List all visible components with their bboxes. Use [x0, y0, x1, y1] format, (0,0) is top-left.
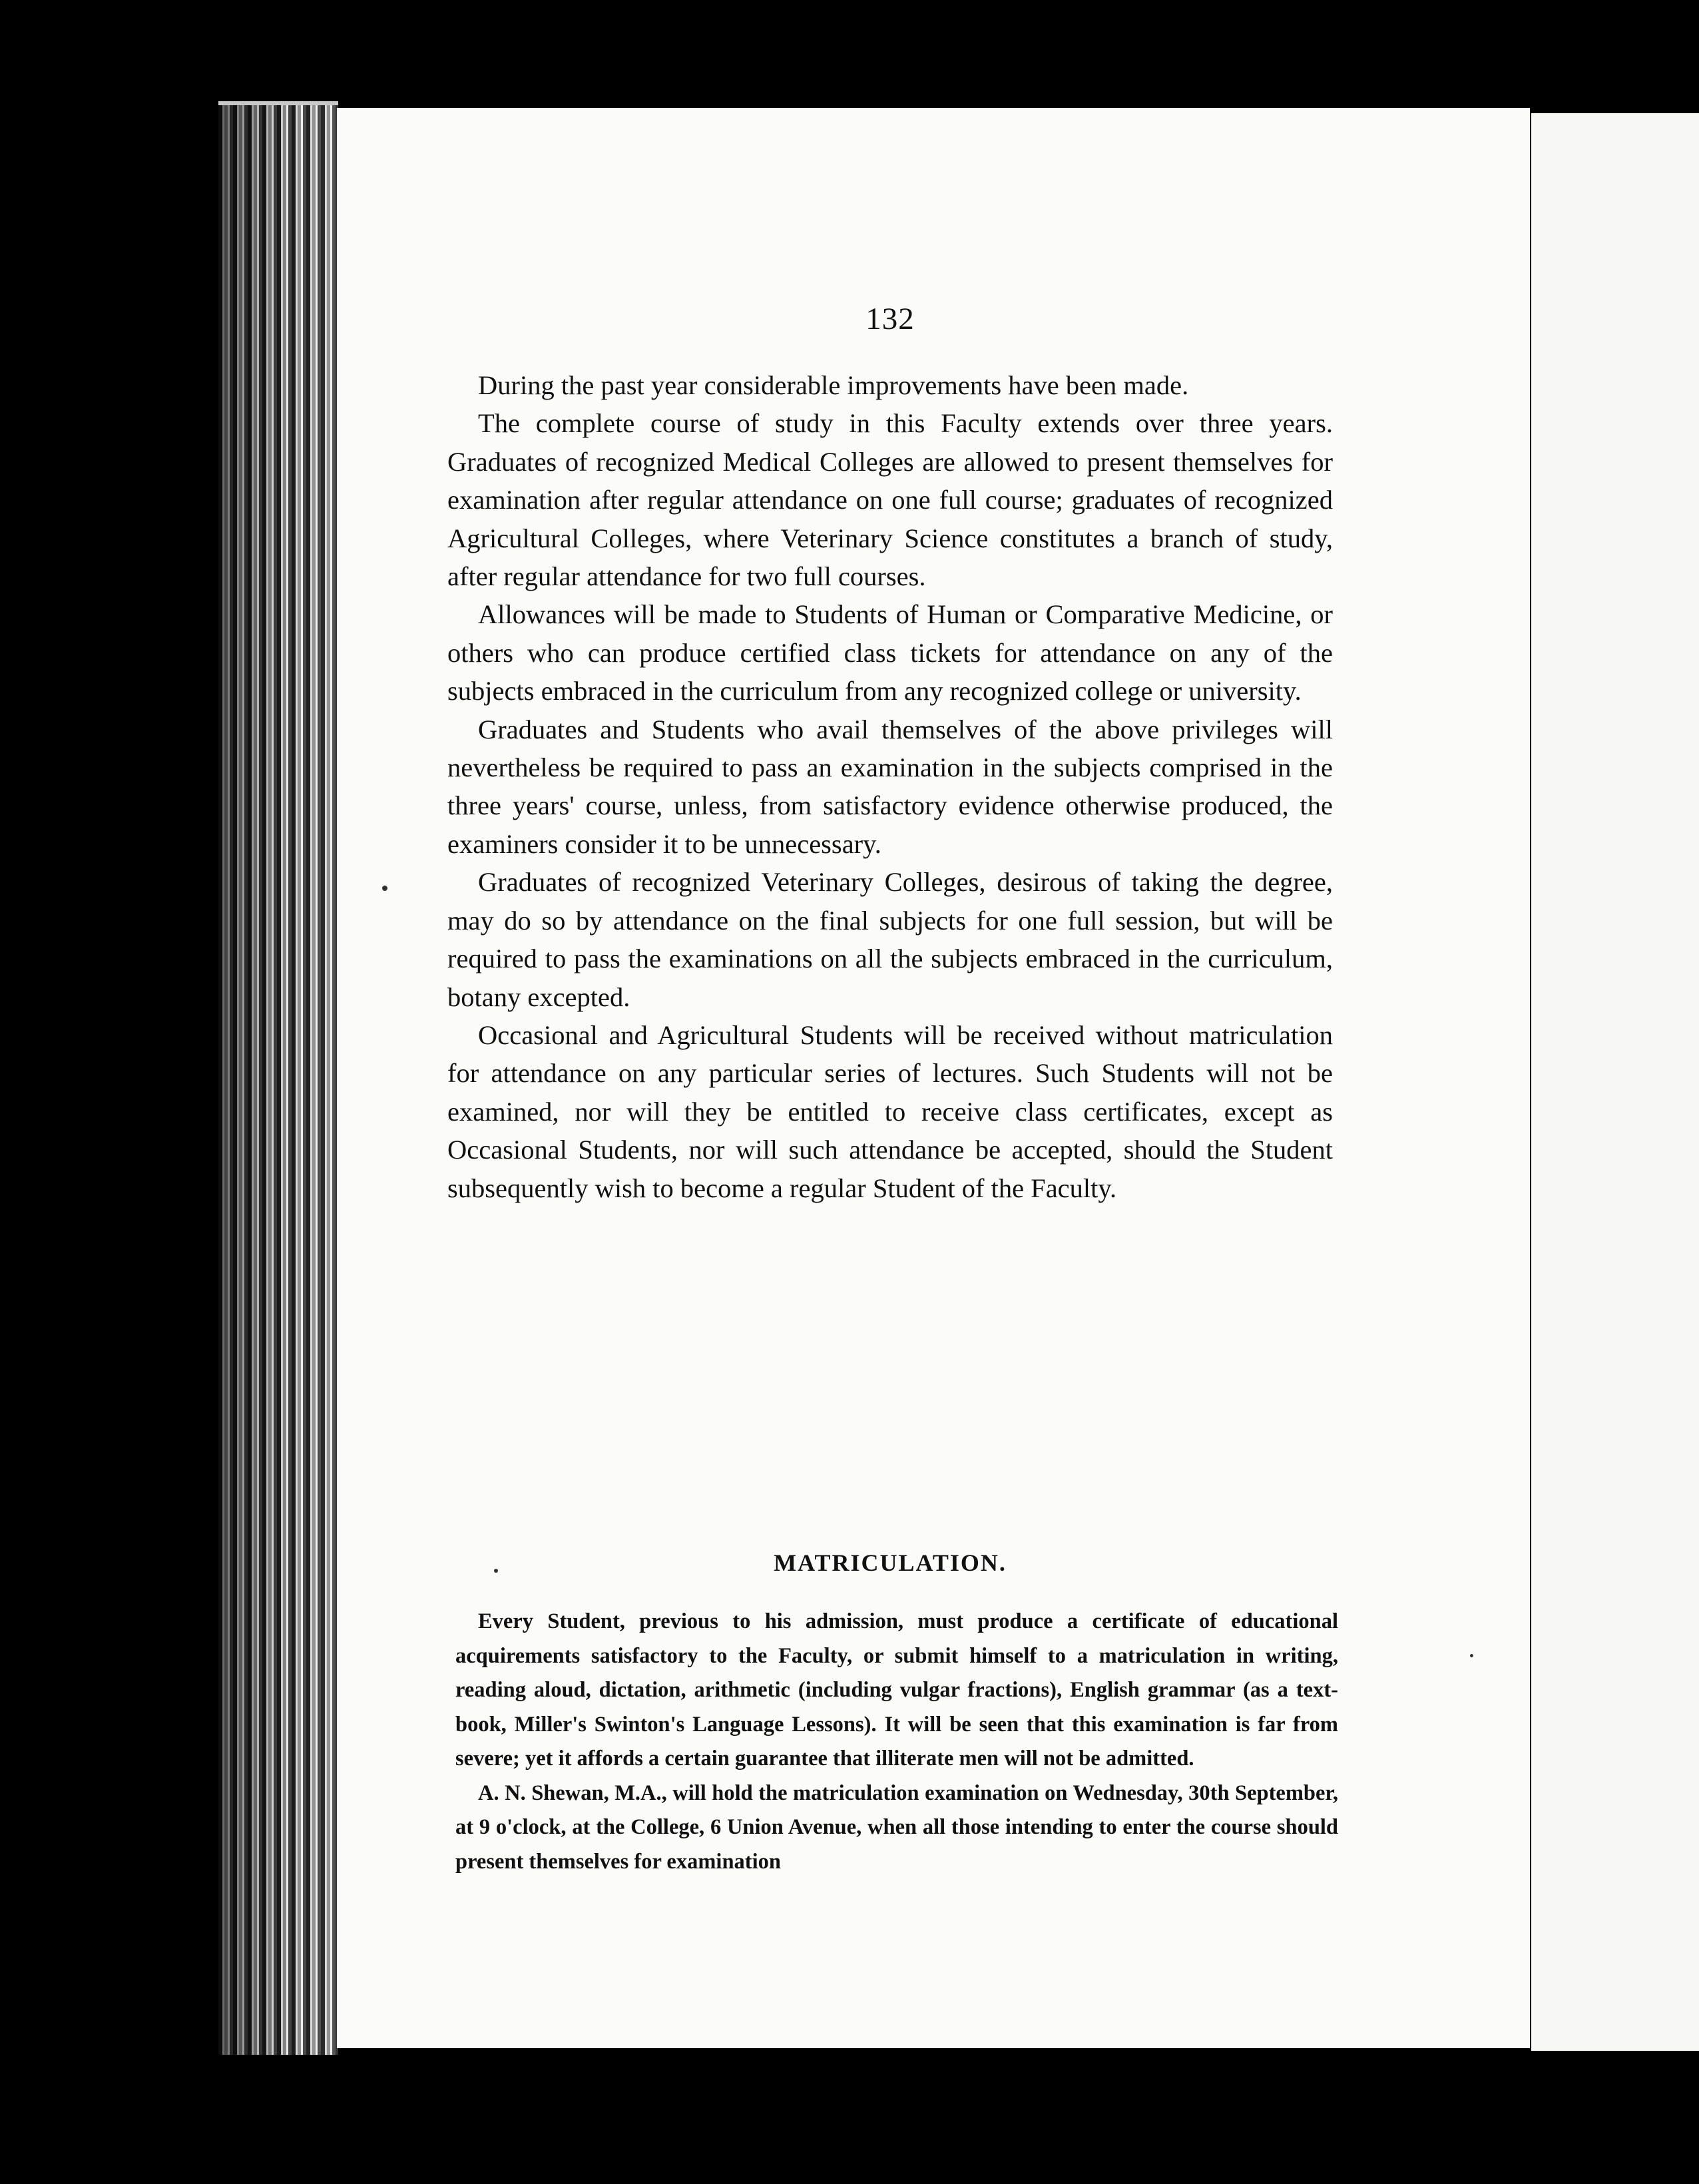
body-text [447, 366, 1333, 1207]
section-paragraph: A. N. Shewan, M.A., will hold the matriculation examination on Wednesday, 30th September, at 9 o'clock, at the College, 6 Union Avenue, when all those intending to enter the course should present themselves for examination [455, 1780, 1338, 1874]
scan-speck [1470, 1654, 1473, 1657]
paragraph: The complete course of study in this Faculty extends over three years. Graduates of recognized Medical Colleges are allowed to present themselves for examination after regular attendance on one full course; graduates of recognized Agricultural Colleges, where Veterinary Science constitutes a branch of study, after regular attendance for two full courses. [447, 408, 1333, 592]
section-paragraph: Every Student, previous to his admission, must produce a certificate of educational acquirements satisfactory to the Faculty, or submit himself to a matriculation in writing, reading aloud, dictation, arithmetic (including vulgar fractions), English grammar (as a text-book, Miller's Swinton's Language Lessons). It will be seen that this examination is far from severe; yet it affords a certain guarantee that illiterate men will not be admitted. [455, 1609, 1338, 1771]
page-number: 132 [865, 302, 915, 336]
facing-page-edge [1531, 113, 1699, 2051]
paragraph: Occasional and Agricultural Students will be received without matriculation for attendance on any particular series of lectures. Such Students will not be examined, nor will they be entitled to receive class certificates, except as Occasional Students, nor will such attendance be accepted, should the Student subsequently wish to become a regular Student of the Faculty. [447, 1019, 1333, 1203]
scan-speck [494, 1569, 498, 1573]
scan-speck [382, 886, 387, 891]
paragraph: Allowances will be made to Students of Human or Comparative Medicine, or others who can produce certified class tickets for attendance on any of the subjects embraced in the curriculum from any recognized college or university. [447, 599, 1333, 706]
paragraph: Graduates and Students who avail themselves of the above privileges will nevertheless be required to pass an examination in the subjects comprised in the three years' course, unless, from satisfactory evidence otherwise produced, the examiners consider it to be unnecessary. [447, 714, 1333, 859]
section-heading: MATRICULATION. [774, 1549, 1007, 1576]
section-body-text [455, 1605, 1338, 1879]
paragraph: Graduates of recognized Veterinary Colleges, desirous of taking the degree, may do so by attendance on the final subjects for one full session, but will be required to pass the examinations on all the subjects embraced in the curriculum, botany excepted. [447, 867, 1333, 1012]
book-page-edges [218, 101, 338, 2055]
book-page [337, 108, 1530, 2048]
paragraph: During the past year considerable improvements have been made. [478, 370, 1189, 400]
